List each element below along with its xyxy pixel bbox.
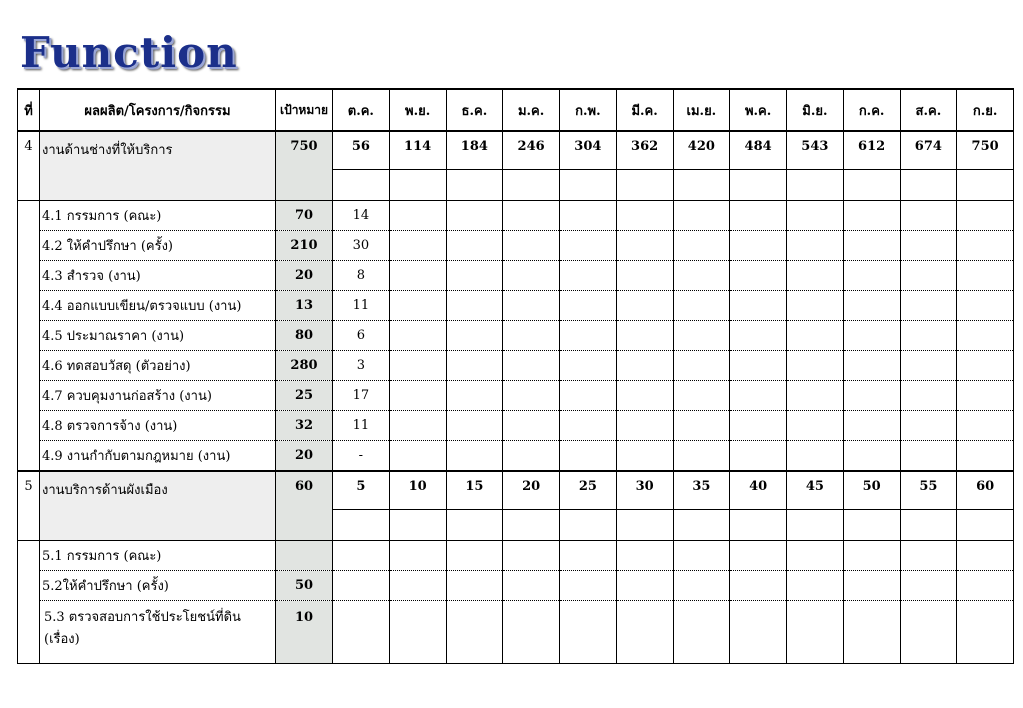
item-target: 13: [276, 291, 333, 321]
item-target: 50: [276, 571, 333, 601]
item-name: 4.4 ออกแบบเขียน/ตรวจแบบ (งาน): [40, 291, 276, 321]
item-target: 80: [276, 321, 333, 351]
month-value: 55: [900, 471, 957, 510]
item-name: 4.2 ให้คำปรึกษา (ครั้ง): [40, 231, 276, 261]
group-number: 4: [18, 131, 40, 201]
month-value: 60: [957, 471, 1014, 510]
item-oct: [333, 541, 390, 571]
column-header-month: พ.ย.: [389, 89, 446, 131]
item-target: 25: [276, 381, 333, 411]
item-oct: 30: [333, 231, 390, 261]
group-number: 5: [18, 471, 40, 541]
table-header-row: [18, 89, 1014, 131]
column-header-month: มิ.ย.: [787, 89, 844, 131]
column-header-month: ก.ค.: [843, 89, 900, 131]
table-row: [18, 381, 1014, 411]
month-value: 674: [900, 131, 957, 170]
item-name: 4.9 งานกำกับตามกฎหมาย (งาน): [40, 441, 276, 472]
month-value: 40: [730, 471, 787, 510]
monthly-target-table: [17, 88, 1014, 664]
item-name: 5.3 ตรวจสอบการใช้ประโยชน์ที่ดิน (เรื่อง): [40, 601, 276, 664]
column-header-month: ต.ค.: [333, 89, 390, 131]
table-row: [18, 571, 1014, 601]
group-target: 60: [276, 471, 333, 541]
group-row: [18, 471, 1014, 510]
item-target: [276, 541, 333, 571]
month-value: 543: [787, 131, 844, 170]
month-value: 25: [560, 471, 617, 510]
table-row: [18, 291, 1014, 321]
table-row: [18, 411, 1014, 441]
item-oct: -: [333, 441, 390, 472]
table-row: [18, 321, 1014, 351]
column-header-month: ก.พ.: [560, 89, 617, 131]
group-row: [18, 131, 1014, 170]
table-row: [18, 541, 1014, 571]
item-name: 4.5 ประมาณราคา (งาน): [40, 321, 276, 351]
item-oct: 8: [333, 261, 390, 291]
item-name: 4.6 ทดสอบวัสดุ (ตัวอย่าง): [40, 351, 276, 381]
table-row: [18, 601, 1014, 664]
column-header-month: เม.ย.: [673, 89, 730, 131]
index-cell: [18, 201, 40, 472]
month-value: 750: [957, 131, 1014, 170]
table-row: [18, 261, 1014, 291]
column-header-month: ธ.ค.: [446, 89, 503, 131]
month-value: 50: [843, 471, 900, 510]
month-value: 246: [503, 131, 560, 170]
column-header-month: มี.ค.: [616, 89, 673, 131]
item-name: 5.1 กรรมการ (คณะ): [40, 541, 276, 571]
month-value: 15: [446, 471, 503, 510]
month-value: 20: [503, 471, 560, 510]
item-name: 4.3 สำรวจ (งาน): [40, 261, 276, 291]
page-title: Function: [20, 28, 238, 77]
item-target: 20: [276, 261, 333, 291]
item-target: 210: [276, 231, 333, 261]
item-target: 20: [276, 441, 333, 472]
item-oct: 11: [333, 411, 390, 441]
column-header-month: พ.ค.: [730, 89, 787, 131]
index-cell: [18, 541, 40, 664]
month-value: 304: [560, 131, 617, 170]
item-oct: 17: [333, 381, 390, 411]
table-row: [18, 231, 1014, 261]
month-value: 362: [616, 131, 673, 170]
item-name: 4.1 กรรมการ (คณะ): [40, 201, 276, 231]
month-value: 184: [446, 131, 503, 170]
item-name: 5.2ให้คำปรึกษา (ครั้ง): [40, 571, 276, 601]
item-oct: 6: [333, 321, 390, 351]
month-value: 30: [616, 471, 673, 510]
column-header-month: ส.ค.: [900, 89, 957, 131]
month-value: 612: [843, 131, 900, 170]
column-header-month: ม.ค.: [503, 89, 560, 131]
item-name: 4.7 ควบคุมงานก่อสร้าง (งาน): [40, 381, 276, 411]
column-header-target: เป้าหมาย: [276, 89, 333, 131]
table-row: [18, 351, 1014, 381]
month-value: 420: [673, 131, 730, 170]
item-oct: 14: [333, 201, 390, 231]
month-value: 484: [730, 131, 787, 170]
column-header-month: ก.ย.: [957, 89, 1014, 131]
item-target: 70: [276, 201, 333, 231]
item-oct: [333, 601, 390, 664]
group-name: งานบริการด้านผังเมือง: [40, 471, 276, 541]
month-value: 35: [673, 471, 730, 510]
group-target: 750: [276, 131, 333, 201]
month-value: 10: [389, 471, 446, 510]
table-row: [18, 201, 1014, 231]
item-target: 280: [276, 351, 333, 381]
item-oct: 11: [333, 291, 390, 321]
item-oct: 3: [333, 351, 390, 381]
month-value: 56: [333, 131, 390, 170]
month-value: 45: [787, 471, 844, 510]
item-target: 10: [276, 601, 333, 664]
table-row: [18, 441, 1014, 472]
item-target: 32: [276, 411, 333, 441]
column-header-no: ที่: [18, 89, 40, 131]
item-oct: [333, 571, 390, 601]
item-name: 4.8 ตรวจการจ้าง (งาน): [40, 411, 276, 441]
column-header-item: ผลผลิต/โครงการ/กิจกรรม: [40, 89, 276, 131]
group-name: งานด้านช่างที่ให้บริการ: [40, 131, 276, 201]
table-body: [18, 131, 1014, 664]
month-value: 5: [333, 471, 390, 510]
month-value: 114: [389, 131, 446, 170]
